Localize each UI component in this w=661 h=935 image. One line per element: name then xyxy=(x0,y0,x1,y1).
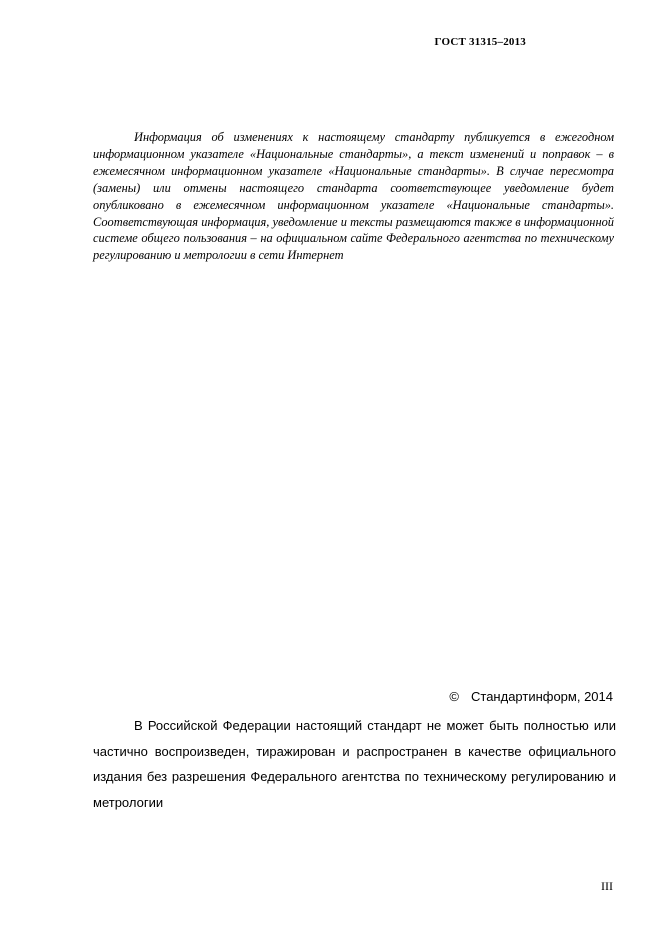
reproduction-rights-paragraph: В Российской Федерации настоящий стандарт не может быть полностью или частично воспроизведен, тиражирован и распространен в качестве официального издания без разрешения Федерального агентства по техническому регулированию и метрологии xyxy=(93,718,616,810)
copyright-holder: Стандартинформ, 2014 xyxy=(471,689,613,704)
page-header-standard-code: ГОСТ 31315–2013 xyxy=(434,36,526,48)
copyright-line xyxy=(449,689,613,704)
copyright-symbol: © xyxy=(449,689,459,704)
page-number: III xyxy=(601,879,613,893)
amendments-info-paragraph: Информация об изменениях к настоящему стандарту публикуется в ежегодном информационном указателе «Национальные стандарты», а текст изменений и поправок – в ежемесячном информационном указателе «Национальные стандарты». В случае пересмотра (замены) или отмены настоящего стандарта соответствующее уведомление будет опубликовано в ежемесячном информационном указателе «Национальные стандарты». Соответствующая информация, уведомление и тексты размещаются также в информационной системе общего пользования – на официальном сайте Федерального агентства по техническому регулированию и метрологии в сети Интернет xyxy=(93,130,614,263)
